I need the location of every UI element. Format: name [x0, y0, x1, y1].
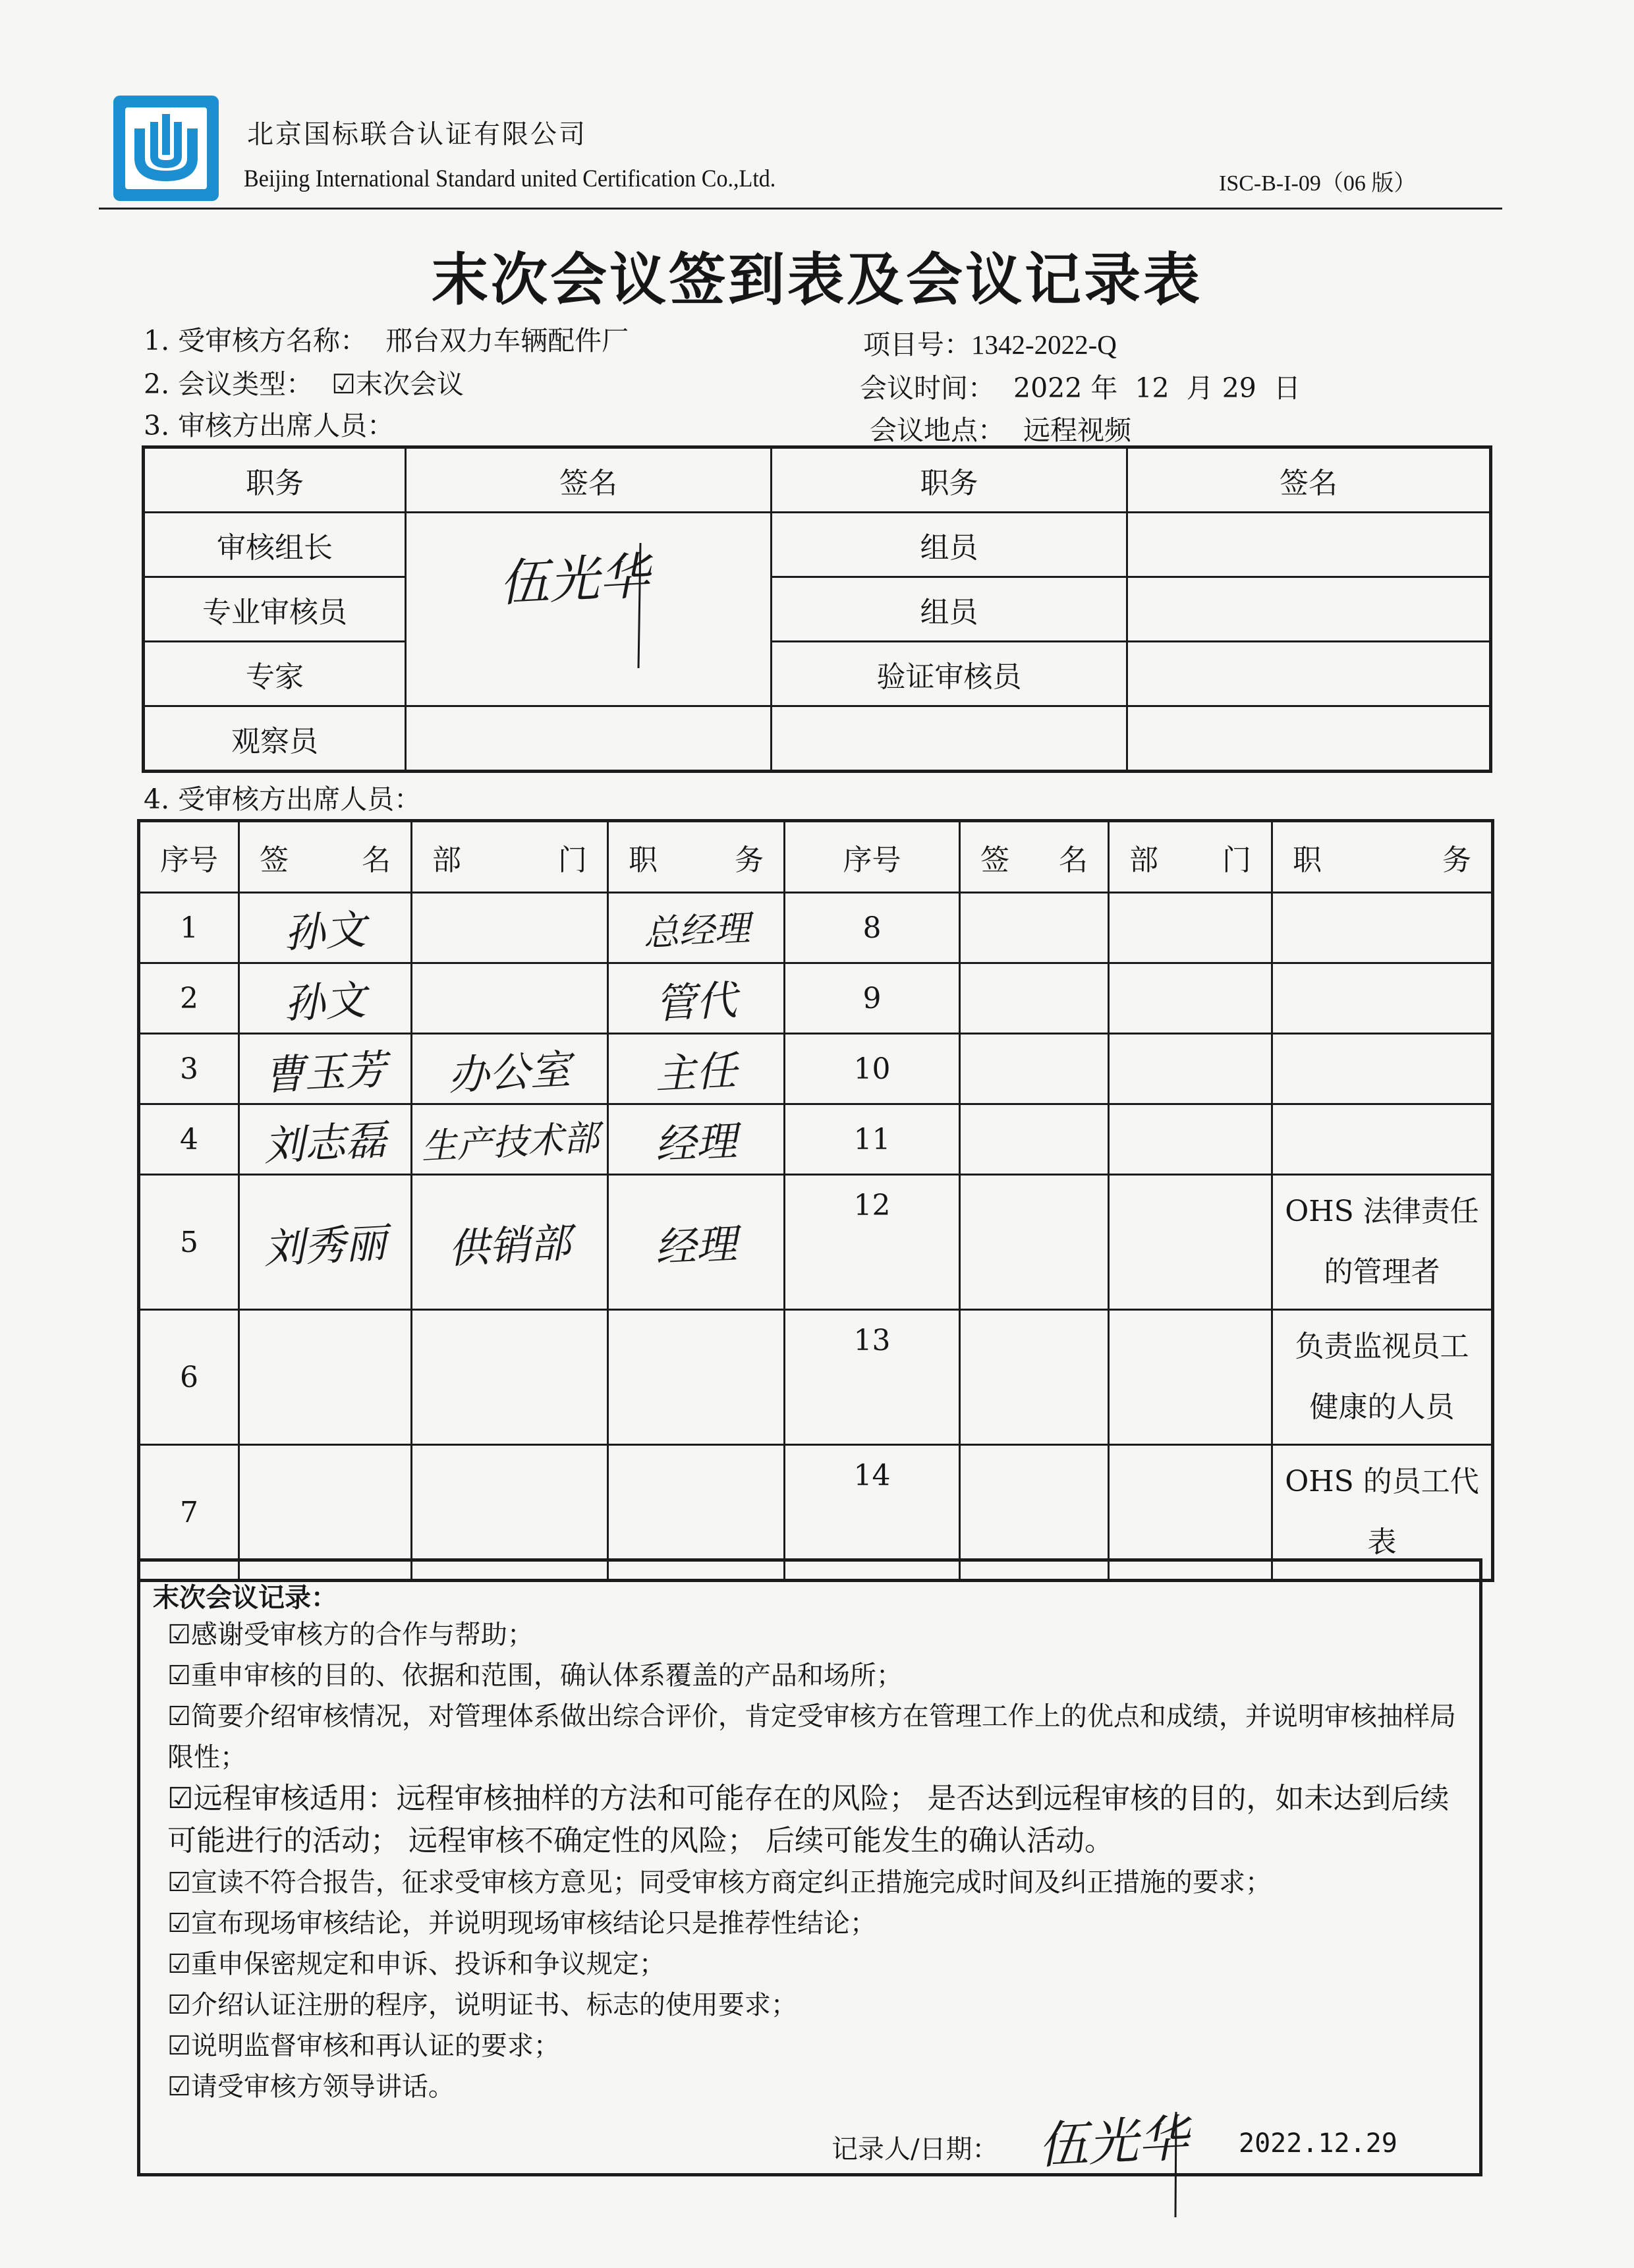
header-dept	[412, 821, 608, 893]
seq-cell: 4	[139, 1104, 239, 1175]
meeting-time-line	[860, 366, 1301, 405]
auditee-attendees-label: 4. 受审核方出席人员：	[144, 783, 422, 815]
signature-cell[interactable]	[1127, 577, 1491, 642]
signature-cell[interactable]	[239, 1310, 412, 1445]
page-title: 末次会议签到表及会议记录表	[432, 246, 1202, 313]
signature-cell[interactable]	[1127, 642, 1491, 706]
department-cell[interactable]	[412, 893, 608, 963]
role-cell[interactable]	[608, 1175, 785, 1310]
handwritten-department: 供销部	[447, 1218, 573, 1273]
role-line: 负责监视员工	[1295, 1330, 1469, 1363]
role-text	[1273, 1452, 1491, 1573]
header-signature: 签名	[406, 447, 772, 513]
company-logo-icon	[113, 96, 219, 201]
role-line: 健康的人员	[1309, 1390, 1455, 1424]
signature-cell[interactable]	[239, 963, 412, 1034]
signature-cell[interactable]	[239, 1175, 412, 1310]
seq-cell: 13	[785, 1310, 960, 1445]
company-name-cn: 北京国标联合认证有限公司	[247, 119, 587, 150]
header-sign-2	[960, 821, 1109, 893]
list-item: ☑重申保密规定和申诉、投诉和争议规定；	[167, 1949, 665, 1979]
meeting-location-label: 会议地点：	[870, 414, 1005, 446]
role-line: OHS 法律责任	[1285, 1195, 1479, 1228]
table-row	[139, 1310, 1493, 1445]
auditor-signature: 伍光华	[497, 546, 651, 613]
header-sign-char: 签	[260, 843, 289, 877]
header-sign-char: 名	[362, 843, 391, 877]
meeting-record-list	[167, 1614, 1472, 2107]
signature-cell[interactable]	[960, 1104, 1109, 1175]
signature-cell[interactable]	[239, 893, 412, 963]
role-cell: 组员	[772, 577, 1127, 642]
recorder-signature: 伍光华	[1036, 2109, 1190, 2175]
signature-cell[interactable]	[960, 893, 1109, 963]
header-role-2: 职务	[772, 447, 1127, 513]
auditor-attendance-table	[142, 445, 1492, 773]
header-dept-2	[1109, 821, 1272, 893]
auditee-name-label: 1. 受审核方名称：	[144, 325, 368, 356]
table-header-row	[144, 447, 1491, 513]
role-cell[interactable]	[1272, 893, 1493, 963]
signature-cell[interactable]	[960, 1175, 1109, 1310]
signature-cell[interactable]	[1127, 513, 1491, 577]
handwritten-role: 管代	[654, 975, 739, 1028]
role-cell[interactable]	[608, 963, 785, 1034]
handwritten-signature: 刘秀丽	[262, 1218, 388, 1273]
project-number-label: 项目号：	[863, 329, 971, 360]
header-role	[608, 821, 785, 893]
signature-stroke-icon	[631, 540, 650, 671]
role-line: OHS 的员工代	[1285, 1465, 1479, 1498]
auditee-name-value: 邢台双力车辆配件厂	[385, 325, 629, 356]
signature-cell[interactable]	[960, 1310, 1109, 1445]
meeting-type-value: ☑末次会议	[331, 368, 464, 400]
signature-cell[interactable]	[1127, 706, 1491, 772]
meeting-type-label: 2. 会议类型：	[144, 368, 314, 400]
department-cell[interactable]	[1109, 963, 1272, 1034]
table-row	[144, 706, 1491, 772]
role-cell: 验证审核员	[772, 642, 1127, 706]
header-sign	[239, 821, 412, 893]
role-cell[interactable]	[1272, 1034, 1493, 1104]
seq-cell: 12	[785, 1175, 960, 1310]
auditee-name-line	[144, 319, 629, 358]
handwritten-signature: 孙文	[283, 905, 368, 957]
handwritten-signature: 刘志磊	[262, 1115, 388, 1170]
record-date: 2022.12.29	[1239, 2128, 1397, 2159]
company-name-en: Beijing International Standard united Certification Co.,Ltd.	[244, 165, 776, 192]
list-item: ☑远程审核适用：远程审核抽样的方法和可能存在的风险； 是否达到远程审核的目的，如未达到后续可能进行的活动； 远程审核不确定性的风险； 后续可能发生的确认活动。	[167, 1782, 1450, 1857]
form-code: ISC-B-I-09（06 版）	[1219, 171, 1417, 196]
header-sign-char: 签	[980, 843, 1009, 877]
list-item: ☑重申审核的目的、依据和范围，确认体系覆盖的产品和场所；	[167, 1660, 903, 1691]
role-cell: 组员	[772, 513, 1127, 577]
table-row	[139, 893, 1493, 963]
header-sign-char: 名	[1059, 843, 1088, 877]
seq-cell: 1	[139, 893, 239, 963]
handwritten-role: 主任	[654, 1046, 739, 1098]
auditee-attendance-table	[137, 819, 1494, 1582]
meeting-type-line	[144, 362, 464, 401]
header-dept-char: 门	[1222, 843, 1251, 877]
signature-stroke-icon	[1166, 2109, 1186, 2221]
list-item: ☑宣读不符合报告，征求受审核方意见；同受审核方商定纠正措施完成时间及纠正措施的要求；	[167, 1867, 1272, 1898]
handwritten-role: 经理	[654, 1219, 739, 1272]
meeting-location-line	[870, 409, 1131, 447]
table-row	[144, 642, 1491, 706]
table-header-row	[139, 821, 1493, 893]
handwritten-signature: 孙文	[283, 975, 368, 1028]
header-role-char: 务	[735, 843, 764, 877]
list-item: ☑简要介绍审核情况，对管理体系做出综合评价，肯定受审核方在管理工作上的优点和成绩，并说明审核抽样局限性；	[167, 1701, 1456, 1772]
signature-cell[interactable]	[239, 1104, 412, 1175]
seq-cell: 6	[139, 1310, 239, 1445]
department-cell[interactable]	[1109, 1175, 1272, 1310]
list-item: ☑说明监督审核和再认证的要求；	[167, 2031, 560, 2061]
signature-cell[interactable]	[406, 513, 772, 706]
header-role-char: 职	[1293, 843, 1322, 877]
header-seq-2: 序号	[785, 821, 960, 893]
signature-cell[interactable]	[960, 963, 1109, 1034]
seq-cell: 11	[785, 1104, 960, 1175]
role-cell: 观察员	[144, 706, 406, 772]
seq-cell: 9	[785, 963, 960, 1034]
seq-cell: 5	[139, 1175, 239, 1310]
header-role-char: 务	[1442, 843, 1471, 877]
table-row	[139, 963, 1493, 1034]
department-cell[interactable]	[412, 1175, 608, 1310]
header-dept-char: 部	[432, 843, 461, 877]
meeting-time-label: 会议时间：	[860, 372, 995, 404]
role-text	[1273, 1317, 1491, 1438]
department-cell[interactable]	[1109, 1310, 1272, 1445]
role-cell: 审核组长	[144, 513, 406, 577]
handwritten-role: 总经理	[642, 907, 751, 954]
department-cell[interactable]	[412, 1034, 608, 1104]
list-item: ☑感谢受审核方的合作与帮助；	[167, 1620, 534, 1650]
department-cell[interactable]	[1109, 1034, 1272, 1104]
seq-cell: 3	[139, 1034, 239, 1104]
handwritten-signature: 曹玉芳	[262, 1044, 388, 1100]
meeting-time-value: 2022 年 12 月 29 日	[1013, 372, 1301, 404]
department-cell[interactable]	[412, 1104, 608, 1175]
handwritten-department: 生产技术部	[420, 1116, 600, 1168]
project-number-value: 1342-2022-Q	[971, 329, 1117, 360]
list-item: ☑请受审核方领导讲话。	[167, 2072, 455, 2102]
role-cell	[772, 706, 1127, 772]
role-cell[interactable]	[608, 1034, 785, 1104]
auditor-attendees-label: 3. 审核方出席人员：	[144, 410, 395, 441]
signature-cell[interactable]	[239, 1034, 412, 1104]
header-dept-char: 门	[558, 843, 587, 877]
list-item: ☑介绍认证注册的程序，说明证书、标志的使用要求；	[167, 1990, 797, 2020]
role-cell[interactable]	[608, 893, 785, 963]
header-divider	[99, 208, 1502, 210]
seq-cell: 2	[139, 963, 239, 1034]
seq-cell: 7	[139, 1445, 239, 1581]
handwritten-role: 经理	[654, 1116, 739, 1169]
role-line: 表	[1367, 1525, 1397, 1559]
department-cell[interactable]	[1109, 1104, 1272, 1175]
header-role-2	[1272, 821, 1493, 893]
role-cell: 专业审核员	[144, 577, 406, 642]
header-role-char: 职	[629, 843, 658, 877]
signature-cell[interactable]	[406, 706, 772, 772]
seq-cell: 14	[785, 1445, 960, 1581]
role-cell[interactable]	[1272, 1104, 1493, 1175]
signature-cell[interactable]	[960, 1034, 1109, 1104]
role-cell	[1272, 1175, 1493, 1310]
department-cell[interactable]	[412, 963, 608, 1034]
meeting-record-title: 末次会议记录：	[153, 1582, 337, 1613]
role-cell[interactable]	[608, 1104, 785, 1175]
table-row	[144, 513, 1491, 577]
header-seq: 序号	[139, 821, 239, 893]
department-cell[interactable]	[412, 1310, 608, 1445]
header-role: 职务	[144, 447, 406, 513]
list-item: ☑宣布现场审核结论，并说明现场审核结论只是推荐性结论；	[167, 1908, 876, 1939]
role-cell[interactable]	[1272, 963, 1493, 1034]
table-row	[139, 1104, 1493, 1175]
handwritten-department: 办公室	[447, 1044, 573, 1100]
table-row	[139, 1175, 1493, 1310]
role-cell: 专家	[144, 642, 406, 706]
header-dept-char: 部	[1129, 843, 1158, 877]
table-row	[144, 577, 1491, 642]
seq-cell: 10	[785, 1034, 960, 1104]
role-line: 的管理者	[1324, 1255, 1440, 1289]
recorder-label: 记录人/日期：	[831, 2134, 999, 2165]
role-cell	[1272, 1310, 1493, 1445]
department-cell[interactable]	[1109, 893, 1272, 963]
role-text	[1273, 1181, 1491, 1303]
role-cell[interactable]	[608, 1310, 785, 1445]
header-signature-2: 签名	[1127, 447, 1491, 513]
meeting-location-value: 远程视频	[1023, 414, 1131, 446]
project-number-line	[863, 323, 1117, 362]
table-row	[139, 1034, 1493, 1104]
seq-cell: 8	[785, 893, 960, 963]
